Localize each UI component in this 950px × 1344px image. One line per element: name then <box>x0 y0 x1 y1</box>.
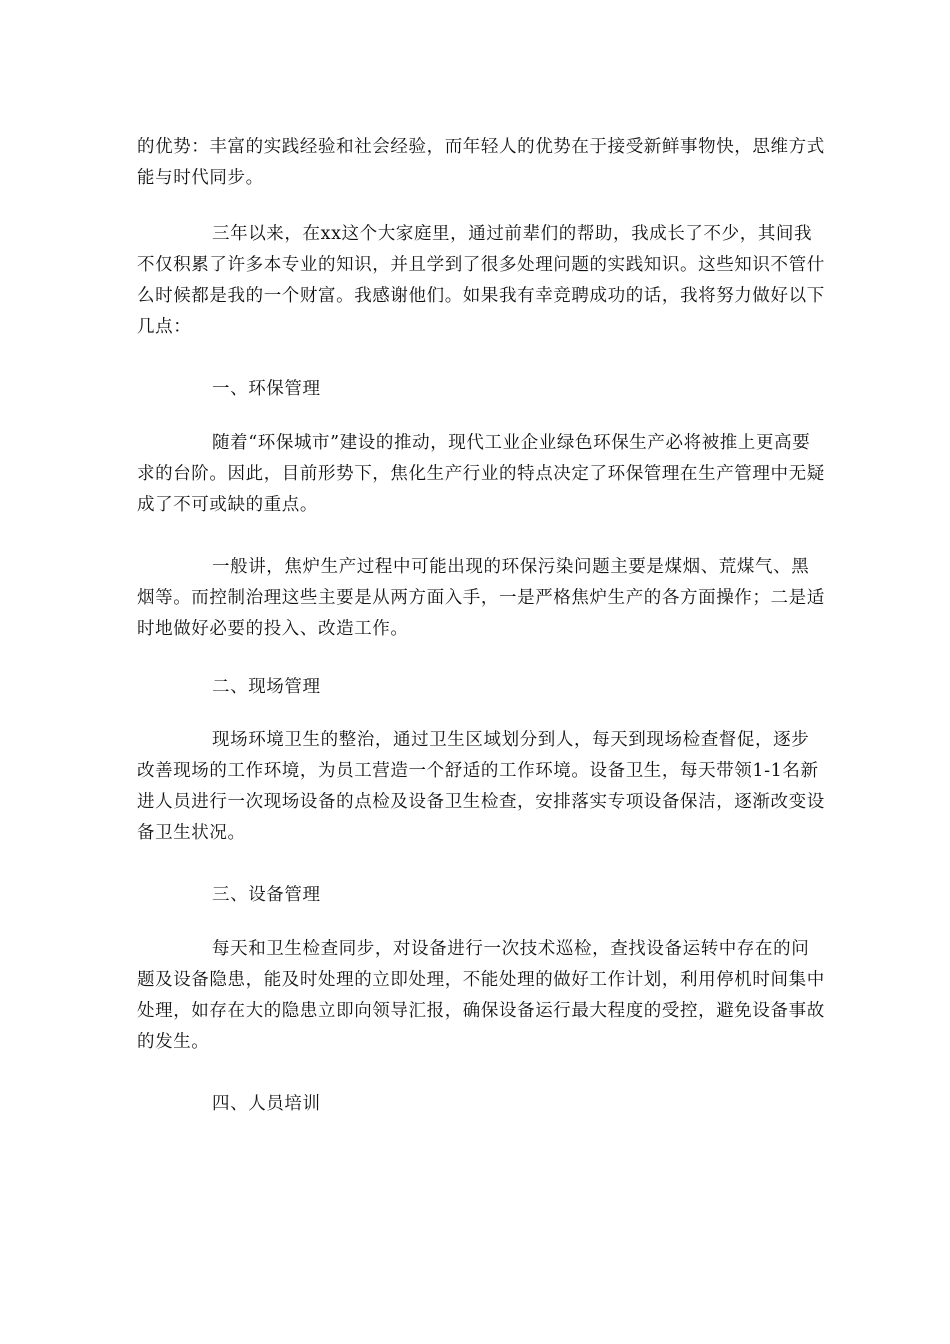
section-heading-equipment: 三、设备管理 <box>212 885 321 905</box>
paragraph-site: 现场环境卫生的整治，通过卫生区域划分到人，每天到现场检查督促，逐步改善现场的工作环境，为员工营造一个舒适的工作环境。设备卫生，每天带领1-1名新进人员进行一次现场设备的点检及设备卫生检查，安排落实专项设备保洁，逐渐改变设备卫生状况。 <box>137 730 825 843</box>
section-heading-environment: 一、环保管理 <box>212 379 321 399</box>
paragraph-environment-2: 一般讲，焦炉生产过程中可能出现的环保污染问题主要是煤烟、荒煤气、黑烟等。而控制治理这些主要是从两方面入手，一是严格焦炉生产的各方面操作；二是适时地做好必要的投入、改造工作。 <box>137 557 825 639</box>
section-heading-site: 二、现场管理 <box>212 677 321 697</box>
paragraph-intro: 三年以来，在xx这个大家庭里，通过前辈们的帮助，我成长了不少，其间我不仅积累了许多本专业的知识，并且学到了很多处理问题的实践知识。这些知识不管什么时候都是我的一个财富。我感谢他们。如果我有幸竞聘成功的话，我将努力做好以下几点： <box>137 224 825 337</box>
paragraph-continuation: 的优势：丰富的实践经验和社会经验，而年轻人的优势在于接受新鲜事物快，思维方式能与时代同步。 <box>137 137 825 188</box>
section-heading-training: 四、人员培训 <box>212 1094 321 1114</box>
paragraph-equipment: 每天和卫生检查同步，对设备进行一次技术巡检，查找设备运转中存在的问题及设备隐患，能及时处理的立即处理，不能处理的做好工作计划，利用停机时间集中处理，如存在大的隐患立即向领导汇报，确保设备运行最大程度的受控，避免设备事故的发生。 <box>137 939 825 1052</box>
paragraph-environment-1: 随着“环保城市”建设的推动，现代工业企业绿色环保生产必将被推上更高要求的台阶。因此，目前形势下，焦化生产行业的特点决定了环保管理在生产管理中无疑成了不可或缺的重点。 <box>137 433 825 515</box>
